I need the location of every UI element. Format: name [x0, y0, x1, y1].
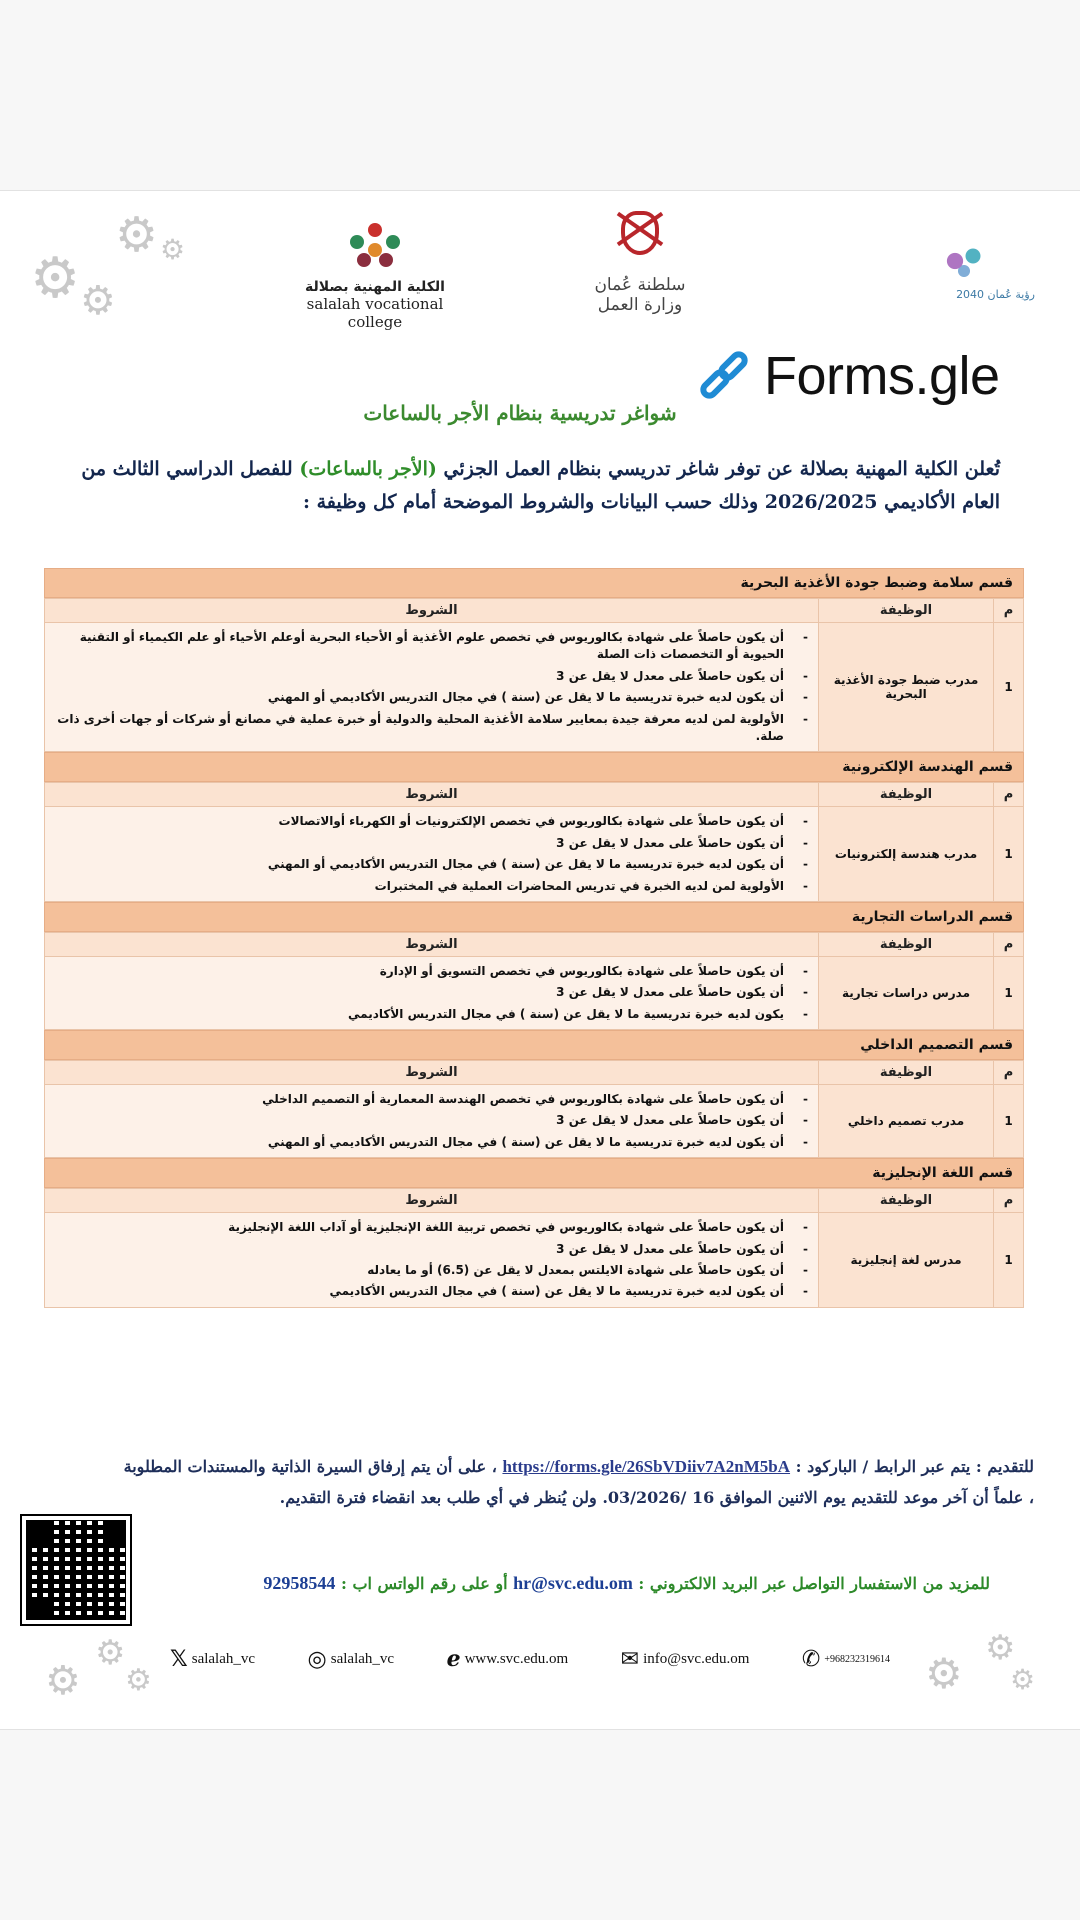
condition-item: - الأولوية لمن لديه معرفة جيدة بمعايير سلامة الأغذية المحلية والدولية أو خبرة عملية في مصانع أو شركات أو جهات أخرى ذات صلة. [51, 709, 812, 748]
application-url-link[interactable]: https://forms.gle/26SbVDiiv7A2nM5bA [502, 1457, 791, 1476]
gears-bottom-right-icon: ⚙ ⚙ ⚙ [925, 1628, 1036, 1698]
table-header-row [45, 1189, 1024, 1213]
vacancy-table [44, 782, 1024, 902]
col-job-header: الوظيفة [819, 1189, 994, 1213]
condition-item: - أن يكون لديه خبرة تدريسية ما لا يقل عن (سنة ) في مجال التدريس الأكاديمي أو المهني [51, 687, 812, 708]
qr-code[interactable] [22, 1516, 130, 1624]
table-header-row [45, 1061, 1024, 1085]
table-row [45, 956, 1024, 1029]
condition-item: - أن يكون حاصلاً على شهادة الايلتس بمعدل لا يقل عن (6.5) أو ما يعادله [51, 1260, 812, 1281]
condition-item: - أن يكون حاصلاً على شهادة بكالوريوس في تخصص علوم الأغذية أو الأحياء البحرية أوعلم الأحياء أو علم الكيمياء أو التقنية الحيوية أو التخصصات ذات الصلة [51, 627, 812, 666]
x-icon: 𝕏 [170, 1646, 188, 1672]
browser-icon: ℯ [446, 1646, 461, 1672]
table-row [45, 1213, 1024, 1308]
table-row [45, 1085, 1024, 1158]
announcement-document [0, 190, 1080, 1730]
condition-item: - أن يكون حاصلاً على شهادة بكالوريوس في تخصص تربية اللغة الإنجليزية أو آداب اللغة الإنجليزية [51, 1217, 812, 1238]
vacancy-sections [44, 568, 1024, 1308]
condition-item: - أن يكون حاصلاً على شهادة بكالوريوس في تخصص التسويق أو الإدارة [51, 961, 812, 982]
college-logo: الكلية المهنية بصلالة salalah vocational college [280, 223, 470, 333]
col-conditions-header: الشروط [45, 1061, 819, 1085]
conditions-cell [45, 807, 819, 902]
conditions-cell [45, 1213, 819, 1308]
row-num: 1 [994, 807, 1024, 902]
table-row [45, 807, 1024, 902]
condition-item: - أن يكون حاصلاً على شهادة بكالوريوس في تخصص الإلكترونيات أو الكهرباء أوالاتصالات [51, 811, 812, 832]
table-row [45, 623, 1024, 752]
col-job-header: الوظيفة [819, 783, 994, 807]
condition-item: - أن يكون لديه خبرة تدريسية ما لا يقل عن (سنة ) في مجال التدريس الأكاديمي [51, 1281, 812, 1302]
row-num: 1 [994, 1213, 1024, 1308]
col-num-header: م [994, 1189, 1024, 1213]
footer-x[interactable]: 𝕏 salalah_vc [170, 1646, 256, 1672]
col-num-header: م [994, 783, 1024, 807]
condition-item: - أن يكون حاصلاً على معدل لا يقل عن 3 [51, 833, 812, 854]
condition-item: - أن يكون حاصلاً على معدل لا يقل عن 3 [51, 982, 812, 1003]
contact-info: للمزيد من الاستفسار التواصل عبر البريد الالكتروني : hr@svc.edu.om أو على رقم الواتس اب : 92958544 [263, 1573, 990, 1593]
table-header-row [45, 932, 1024, 956]
job-title: مدرس لغة إنجليزية [819, 1213, 994, 1308]
col-conditions-header: الشروط [45, 1189, 819, 1213]
vacancy-table [44, 1188, 1024, 1308]
conditions-cell [45, 956, 819, 1029]
document-title: شواغر تدريسية بنظام الأجر بالساعات [363, 401, 677, 425]
vacancy-table [44, 1060, 1024, 1158]
condition-item: - يكون لديه خبرة تدريسية ما لا يقل عن (سنة ) في مجال التدريس الأكاديمي [51, 1004, 812, 1025]
gears-bottom-left-icon: ⚙ ⚙ ⚙ [45, 1633, 152, 1704]
college-mark-icon [335, 223, 415, 273]
col-job-header: الوظيفة [819, 599, 994, 623]
forms-link-label[interactable]: Forms.gle [764, 346, 1000, 406]
col-conditions-header: الشروط [45, 599, 819, 623]
condition-item: - أن يكون حاصلاً على معدل لا يقل عن 3 [51, 1239, 812, 1260]
col-conditions-header: الشروط [45, 783, 819, 807]
row-num: 1 [994, 623, 1024, 752]
vacancy-table [44, 932, 1024, 1030]
section-header: قسم التصميم الداخلي [44, 1030, 1024, 1060]
col-job-header: الوظيفة [819, 1061, 994, 1085]
ministry-of-labour-logo: سلطنة عُمان وزارة العمل [575, 201, 705, 331]
application-instructions: للتقديم : يتم عبر الرابط / الباركود : https://forms.gle/26SbVDiiv7A2nM5bA ، على أن يتم إرفاق السيرة الذاتية والمستندات المطلوبة ، علماً أن آخر موعد للتقديم يوم الاثنين الموافق 16 /03/2026. ولن يُنظر في أي طلب بعد انقضاء فترة التقديم. [123, 1457, 1034, 1508]
condition-item: - أن يكون حاصلاً على معدل لا يقل عن 3 [51, 1110, 812, 1131]
row-num: 1 [994, 956, 1024, 1029]
contact-email-link[interactable]: hr@svc.edu.om [513, 1573, 633, 1593]
oman-emblem-icon [611, 201, 669, 269]
col-num-header: م [994, 599, 1024, 623]
condition-item: - الأولوية لمن لديه الخبرة في تدريس المحاضرات العملية في المختبرات [51, 876, 812, 897]
intro-paragraph: تُعلن الكلية المهنية بصلالة عن توفر شاغر تدريسي بنظام العمل الجزئي (الأجر بالساعات) للفصل الدراسي الثالث من العام الأكاديمي 2026/2025 وذلك حسب البيانات والشروط الموضحة أمام كل وظيفة : [81, 458, 1000, 514]
forms-link-overlay[interactable] [698, 341, 1000, 411]
table-header-row [45, 783, 1024, 807]
vacancy-table [44, 598, 1024, 752]
col-num-header: م [994, 932, 1024, 956]
link-icon [698, 349, 752, 403]
job-title: مدرب ضبط جودة الأغذية البحرية [819, 623, 994, 752]
col-num-header: م [994, 1061, 1024, 1085]
oman-vision-logo: رؤية عُمان 2040 [895, 236, 1035, 346]
footer-email[interactable]: ✉ info@svc.edu.om [620, 1646, 750, 1672]
condition-item: - أن يكون حاصلاً على شهادة بكالوريوس في تخصص الهندسة المعمارية أو التصميم الداخلي [51, 1089, 812, 1110]
condition-item: - أن يكون لديه خبرة تدريسية ما لا يقل عن (سنة ) في مجال التدريس الأكاديمي أو المهني [51, 1132, 812, 1153]
condition-item: - أن يكون حاصلاً على معدل لا يقل عن 3 [51, 666, 812, 687]
table-header-row [45, 599, 1024, 623]
gears-top-left-icon: ⚙ ⚙ ⚙ ⚙ [30, 207, 186, 324]
col-job-header: الوظيفة [819, 932, 994, 956]
whatsapp-number[interactable]: 92958544 [263, 1573, 336, 1593]
condition-item: - أن يكون لديه خبرة تدريسية ما لا يقل عن (سنة ) في مجال التدريس الأكاديمي أو المهني [51, 854, 812, 875]
footer-phone[interactable]: ✆ +968232319614 [801, 1646, 890, 1672]
job-title: مدرب تصميم داخلي [819, 1085, 994, 1158]
section-header: قسم الدراسات التجارية [44, 902, 1024, 932]
job-title: مدرب هندسة إلكترونيات [819, 807, 994, 902]
instagram-icon: ◎ [307, 1646, 327, 1672]
section-header: قسم سلامة وضبط جودة الأغذية البحرية [44, 568, 1024, 598]
footer-social-bar [170, 1641, 890, 1677]
conditions-cell [45, 623, 819, 752]
conditions-cell [45, 1085, 819, 1158]
section-header: قسم الهندسة الإلكترونية [44, 752, 1024, 782]
section-header: قسم اللغة الإنجليزية [44, 1158, 1024, 1188]
phone-icon: ✆ [801, 1646, 821, 1672]
row-num: 1 [994, 1085, 1024, 1158]
job-title: مدرس دراسات تجارية [819, 956, 994, 1029]
footer-instagram[interactable]: ◎ salalah_vc [307, 1646, 395, 1672]
mail-icon: ✉ [620, 1646, 640, 1672]
footer-website[interactable]: ℯ www.svc.edu.om [446, 1646, 569, 1672]
col-conditions-header: الشروط [45, 932, 819, 956]
